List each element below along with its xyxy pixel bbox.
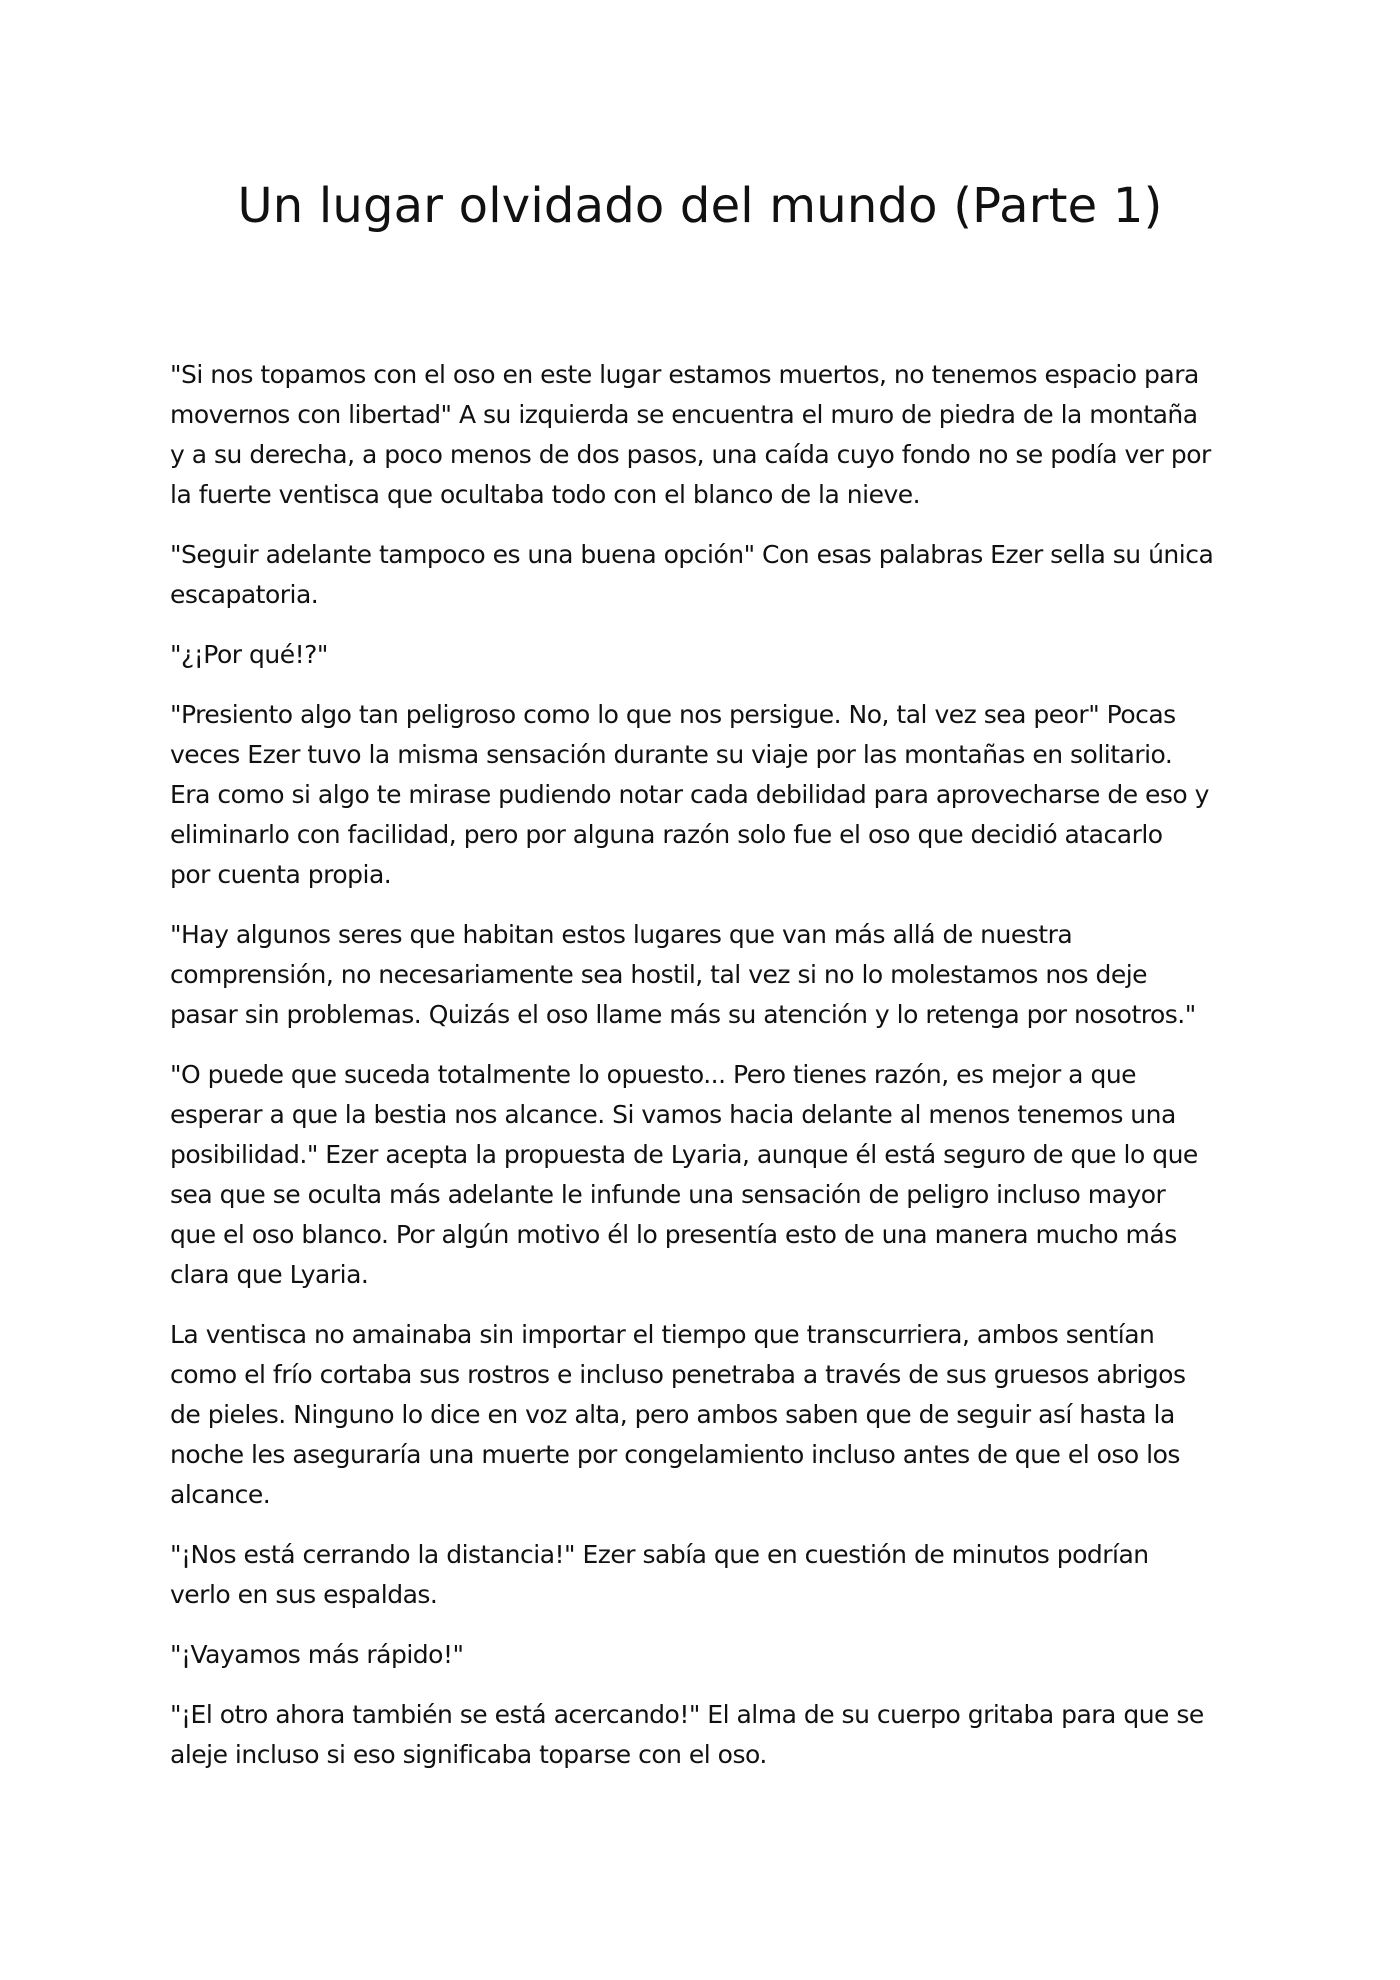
page-title: Un lugar olvidado del mundo (Parte 1)	[237, 178, 1163, 234]
text-line: posibilidad." Ezer acepta la propuesta de Lyaria, aunque él está seguro de que lo que	[170, 1140, 1198, 1169]
text-line: "¡El otro ahora también se está acercando!" El alma de su cuerpo gritaba para que se	[170, 1700, 1204, 1729]
text-line: aleje incluso si eso significaba toparse con el oso.	[170, 1740, 767, 1769]
text-line: veces Ezer tuvo la misma sensación durante su viaje por las montañas en solitario.	[170, 740, 1173, 769]
paragraph	[170, 1635, 1260, 1675]
paragraph	[170, 1695, 1260, 1775]
text-line: La ventisca no amainaba sin importar el tiempo que transcurriera, ambos sentían	[170, 1320, 1155, 1349]
text-line: comprensión, no necesariamente sea hostil, tal vez si no lo molestamos nos deje	[170, 960, 1148, 989]
text-line: la fuerte ventisca que ocultaba todo con el blanco de la nieve.	[170, 480, 921, 509]
text-line: "¡Nos está cerrando la distancia!" Ezer sabía que en cuestión de minutos podrían	[170, 1540, 1149, 1569]
text-line: "O puede que suceda totalmente lo opuesto... Pero tienes razón, es mejor a que	[170, 1060, 1137, 1089]
text-line: "Hay algunos seres que habitan estos lugares que van más allá de nuestra	[170, 920, 1073, 949]
text-line: como el frío cortaba sus rostros e incluso penetraba a través de sus gruesos abrigos	[170, 1360, 1186, 1389]
text-line: clara que Lyaria.	[170, 1260, 369, 1289]
text-line: y a su derecha, a poco menos de dos pasos, una caída cuyo fondo no se podía ver por	[170, 440, 1211, 469]
paragraph	[170, 535, 1260, 615]
text-line: por cuenta propia.	[170, 860, 392, 889]
text-line: "¡Vayamos más rápido!"	[170, 1640, 464, 1669]
text-line: escapatoria.	[170, 580, 319, 609]
text-line: de pieles. Ninguno lo dice en voz alta, pero ambos saben que de seguir así hasta la	[170, 1400, 1175, 1429]
paragraph	[170, 915, 1260, 1035]
text-line: "Seguir adelante tampoco es una buena opción" Con esas palabras Ezer sella su única	[170, 540, 1214, 569]
text-line: que el oso blanco. Por algún motivo él lo presentía esto de una manera mucho más	[170, 1220, 1177, 1249]
paragraph	[170, 1535, 1260, 1615]
text-line: "Presiento algo tan peligroso como lo que nos persigue. No, tal vez sea peor" Pocas	[170, 700, 1176, 729]
text-line: pasar sin problemas. Quizás el oso llame más su atención y lo retenga por nosotros."	[170, 1000, 1196, 1029]
paragraph	[170, 1055, 1260, 1295]
text-line: noche les aseguraría una muerte por congelamiento incluso antes de que el oso los	[170, 1440, 1180, 1469]
paragraph	[170, 355, 1260, 515]
document-body	[170, 355, 1260, 1795]
paragraph	[170, 1315, 1260, 1515]
text-line: "¿¡Por qué!?"	[170, 640, 328, 669]
text-line: Era como si algo te mirase pudiendo notar cada debilidad para aprovecharse de eso y	[170, 780, 1209, 809]
text-line: movernos con libertad" A su izquierda se encuentra el muro de piedra de la montaña	[170, 400, 1198, 429]
text-line: sea que se oculta más adelante le infunde una sensación de peligro incluso mayor	[170, 1180, 1166, 1209]
text-line: "Si nos topamos con el oso en este lugar estamos muertos, no tenemos espacio para	[170, 360, 1199, 389]
paragraph	[170, 695, 1260, 895]
text-line: esperar a que la bestia nos alcance. Si vamos hacia delante al menos tenemos una	[170, 1100, 1176, 1129]
text-line: eliminarlo con facilidad, pero por alguna razón solo fue el oso que decidió atacarlo	[170, 820, 1163, 849]
text-line: alcance.	[170, 1480, 271, 1509]
paragraph	[170, 635, 1260, 675]
text-line: verlo en sus espaldas.	[170, 1580, 438, 1609]
